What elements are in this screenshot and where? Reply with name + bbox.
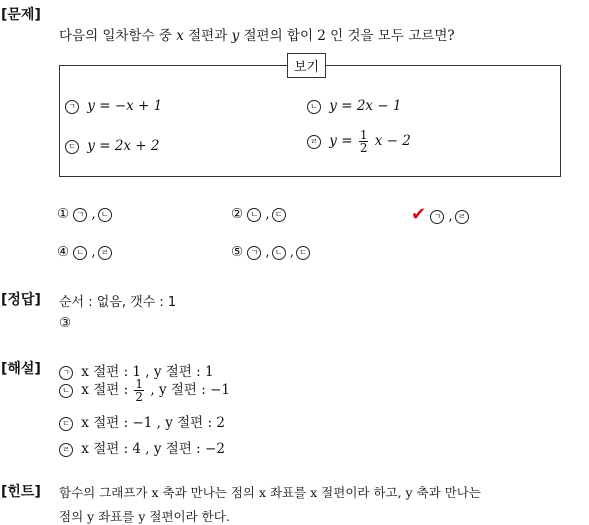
checkmark-icon: ✔ <box>411 204 427 225</box>
mark-icon: ㄴ <box>98 208 112 222</box>
fraction <box>359 129 369 154</box>
question-text <box>59 24 455 44</box>
box-item-2 <box>307 98 402 114</box>
option-5[interactable]: ⑤ ㄱ , ㄴ , ㄷ <box>231 244 314 260</box>
mark-icon: ㄷ <box>59 417 73 431</box>
mark-icon: ㄴ <box>247 208 261 222</box>
mark-icon: ㄹ <box>59 443 73 457</box>
answer-line1: 순서 : 없음, 갯수 : 1 <box>59 295 177 310</box>
mark-icon: ㄱ <box>73 208 87 222</box>
mark-icon: ㄱ <box>59 366 73 380</box>
fraction-numerator: 1 <box>359 128 368 142</box>
fraction-denominator: 2 <box>135 390 144 404</box>
mark-icon: ㄴ <box>73 246 87 260</box>
hint-tag: [힌트] <box>1 484 41 500</box>
answer-line2: ③ <box>59 315 72 331</box>
option-3[interactable]: ✔ ㄱ , ㄹ <box>411 204 473 225</box>
mark-icon: ㄴ <box>272 246 286 260</box>
mark-icon: ㄹ <box>98 246 112 260</box>
mark-icon: ㄷ <box>65 140 79 154</box>
explanation-1-y: y 절편 : 1 <box>153 364 214 380</box>
hint-line1: 함수의 그래프가 x 축과 만나는 점의 x 좌표를 x 절편이라 하고, y 축과 만나는 <box>59 485 481 500</box>
box-item-4 <box>307 129 411 154</box>
mark-icon: ㄴ <box>307 100 321 114</box>
mark-icon: ㄴ <box>59 384 73 398</box>
fraction-denominator: 2 <box>359 141 368 155</box>
problem-tag: [문제] <box>1 7 41 23</box>
fraction-numerator: 1 <box>135 377 144 391</box>
option-1[interactable]: ① ㄱ , ㄴ <box>57 206 116 222</box>
box-item-1-equation: y = −x + 1 <box>87 98 163 114</box>
explanation-2-y: , y 절편 : −1 <box>150 382 230 398</box>
question-y-symbol: y <box>231 28 240 44</box>
explanation-3-x: x 절편 : −1 , <box>81 415 161 431</box>
box-item-3 <box>65 138 160 154</box>
answer-tag: [정답] <box>1 292 41 308</box>
option-4-number: ④ <box>57 244 70 260</box>
question-part1: 다음의 일차함수 중 <box>59 28 172 44</box>
box-item-2-equation: y = 2x − 1 <box>329 98 402 114</box>
mark-icon: ㄱ <box>430 210 444 224</box>
option-5-number: ⑤ <box>231 244 244 260</box>
mark-icon: ㄹ <box>455 210 469 224</box>
question-x-symbol: x <box>176 28 184 44</box>
box-item-1 <box>65 98 162 114</box>
mark-icon: ㄷ <box>296 246 310 260</box>
mark-icon: ㄷ <box>272 208 286 222</box>
option-1-number: ① <box>57 206 70 222</box>
option-2-number: ② <box>231 206 244 222</box>
mark-icon: ㄹ <box>307 135 321 149</box>
explanation-line-4 <box>59 437 225 457</box>
hint-line2: 점의 y 좌표를 y 절편이라 한다. <box>59 509 230 524</box>
explanation-3-y: y 절편 : 2 <box>165 415 225 431</box>
mark-icon: ㄱ <box>247 246 261 260</box>
fraction <box>134 378 144 403</box>
explanation-1-x: x 절편 : 1 , <box>81 364 150 380</box>
box-item-4-eq-left: y = <box>329 133 353 149</box>
choices-box <box>59 65 561 177</box>
box-item-3-equation: y = 2x + 2 <box>87 138 160 154</box>
option-2[interactable]: ② ㄴ , ㄷ <box>231 206 290 222</box>
option-4[interactable]: ④ ㄴ , ㄹ <box>57 244 116 260</box>
explanation-line-3 <box>59 411 225 431</box>
box-item-4-eq-right: x − 2 <box>374 133 411 149</box>
explanation-4-x: x 절편 : 4 , <box>81 441 150 457</box>
question-part3: 절편의 합이 2 인 것을 모두 고르면? <box>243 28 455 44</box>
question-part2: 절편과 <box>188 28 228 44</box>
explanation-2-x: x 절편 : <box>81 382 129 398</box>
mark-icon: ㄱ <box>65 100 79 114</box>
explanation-line-2 <box>59 378 230 403</box>
choices-box-title: 보기 <box>287 53 326 78</box>
explanation-4-y: y 절편 : −2 <box>153 441 225 457</box>
explanation-tag: [해설] <box>1 361 41 377</box>
